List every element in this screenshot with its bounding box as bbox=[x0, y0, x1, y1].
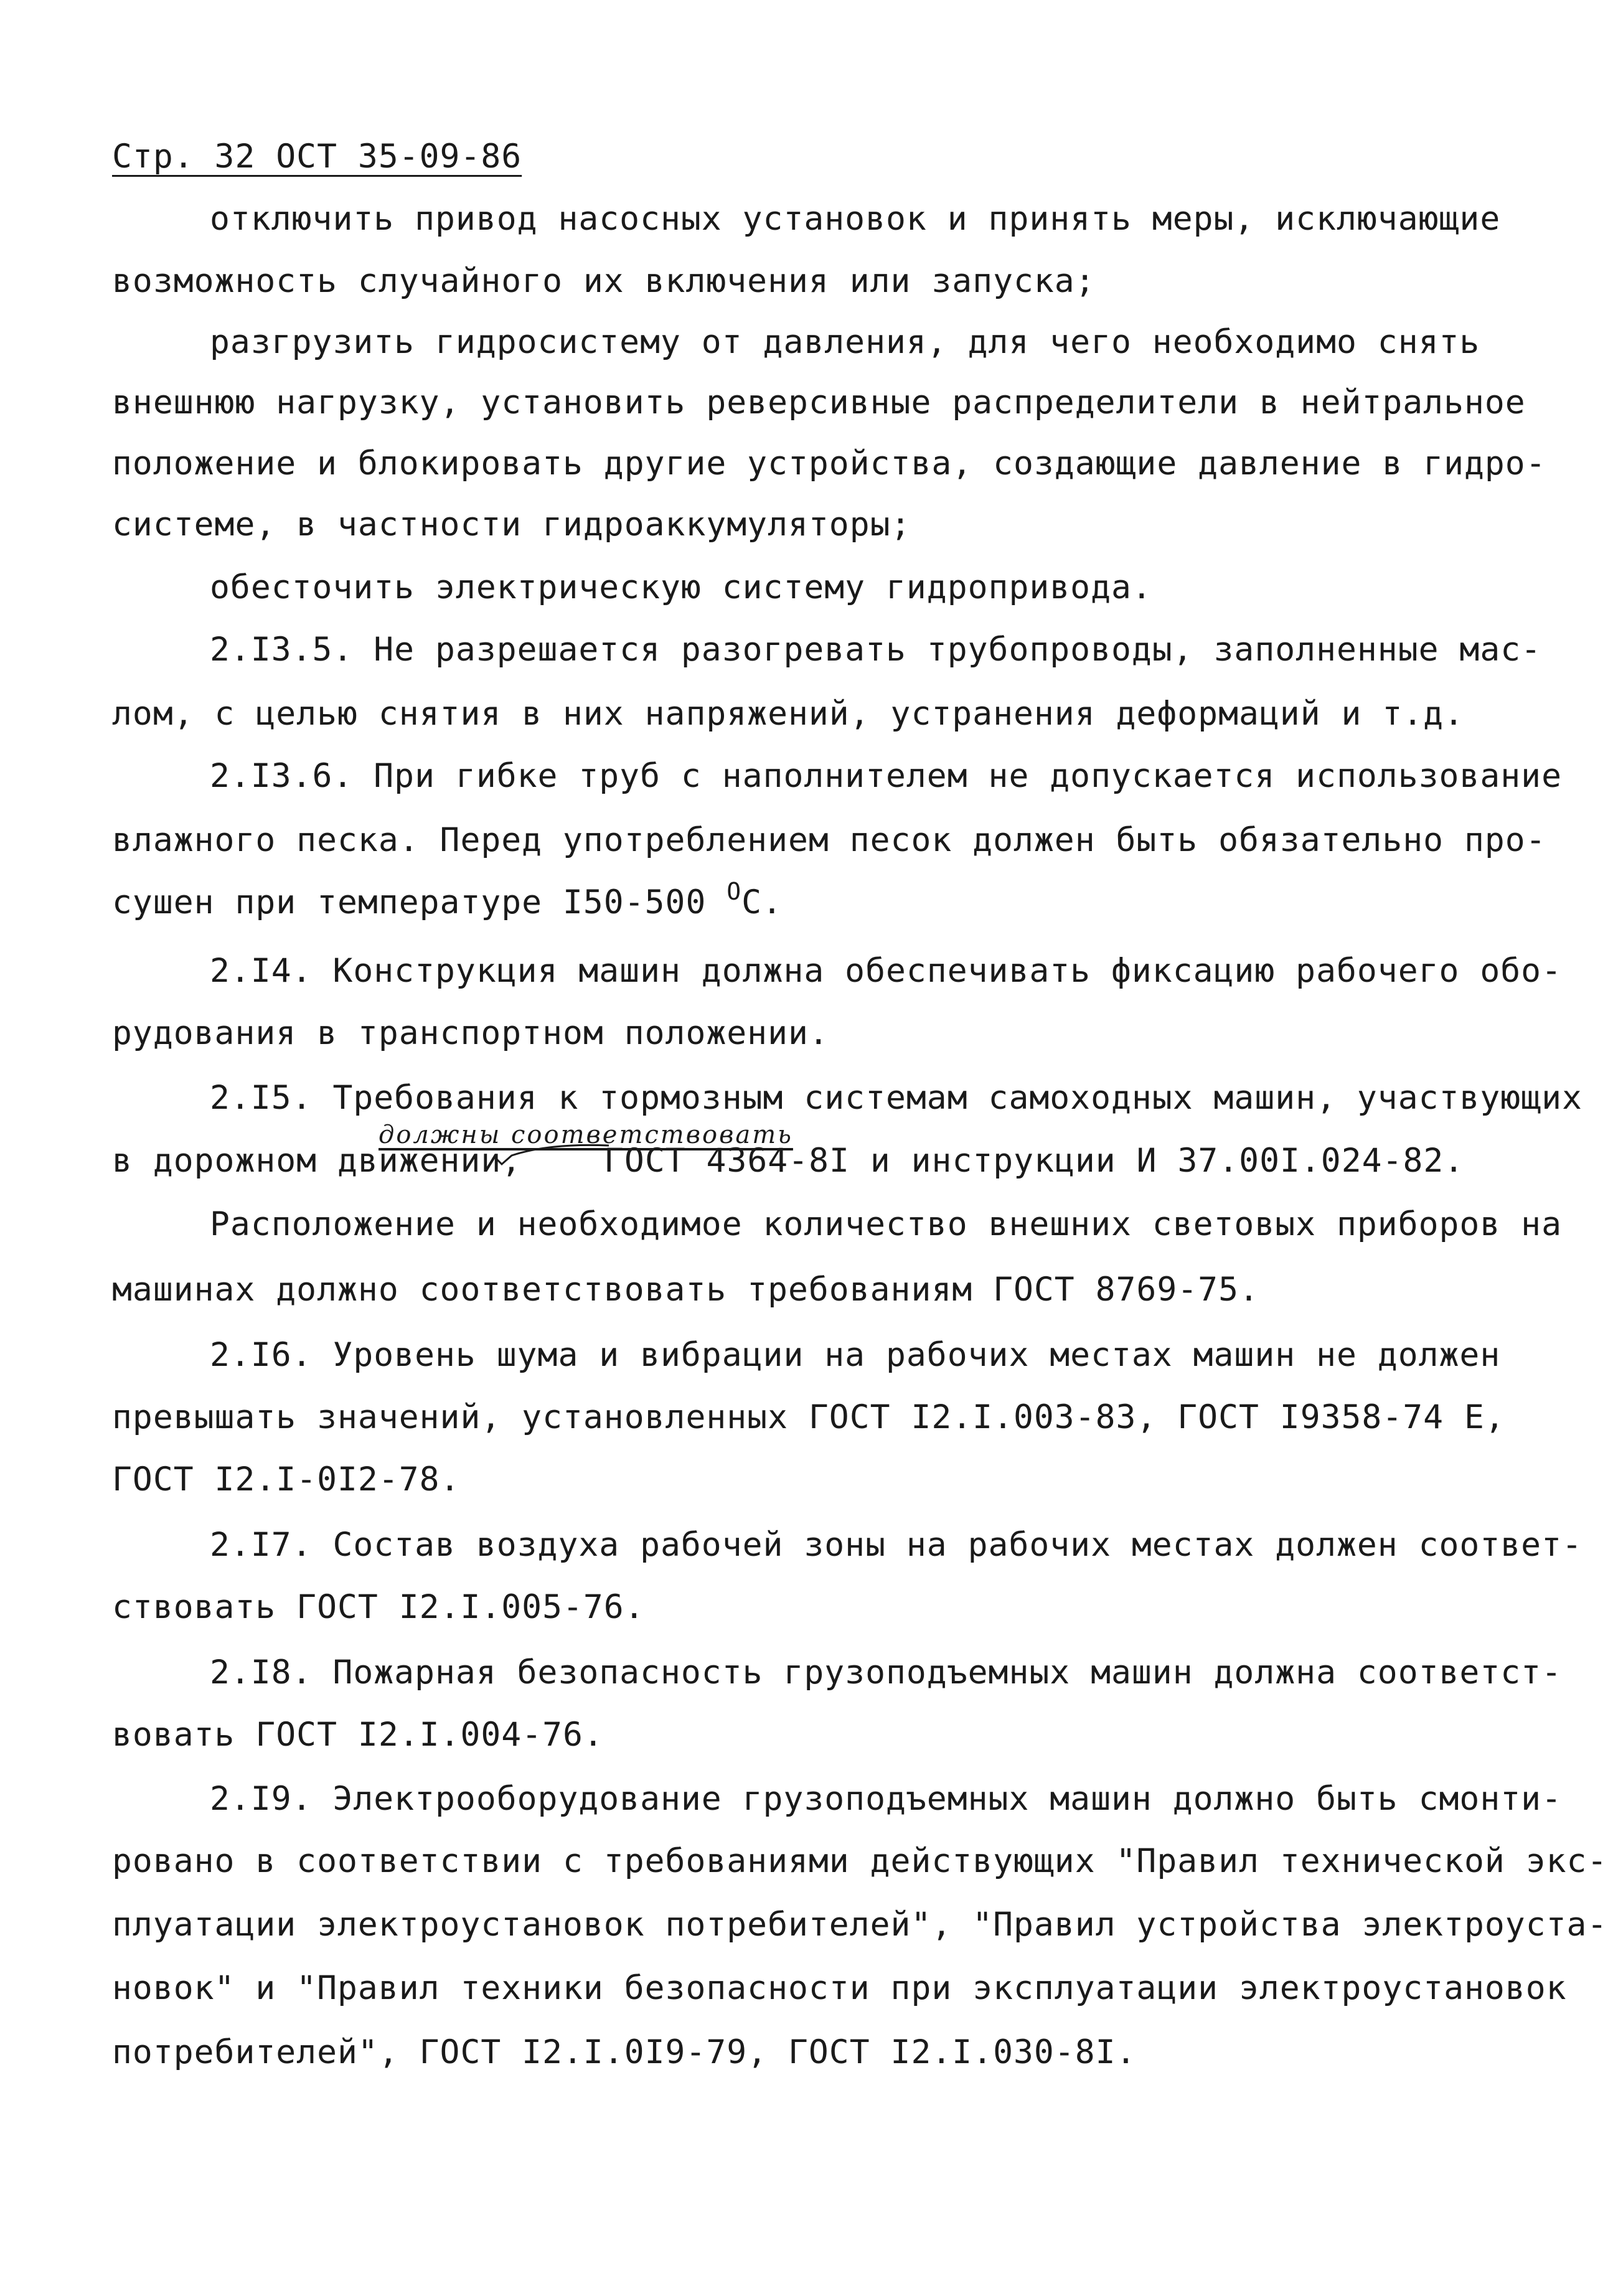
text-line: разгрузить гидросистему от давления, для чего необходимо снять bbox=[210, 323, 1480, 361]
text-line: рудования в транспортном положении. bbox=[112, 1014, 829, 1052]
handwritten-insertion: должны соответствовать bbox=[379, 1121, 793, 1149]
text-line: Расположение и необходимое количество внешних световых приборов на bbox=[210, 1205, 1562, 1243]
temperature-unit: С. bbox=[741, 883, 783, 921]
degree-superscript: О bbox=[727, 878, 742, 905]
text-line: обесточить электрическую систему гидропривода. bbox=[210, 568, 1152, 606]
text-line: лом, с целью снятия в них напряжений, устранения деформаций и т.д. bbox=[112, 695, 1464, 733]
text-line: превышать значений, установленных ГОСТ I2.I.003-83, ГОСТ I9358-74 Е, bbox=[112, 1398, 1505, 1436]
text-line: 2.I3.5. Не разрешается разогревать трубопроводы, заполненные мас- bbox=[210, 631, 1542, 669]
text-line: новок" и "Правил техники безопасности при эксплуатации электроустановок bbox=[112, 1969, 1567, 2007]
text-line: 2.I8. Пожарная безопасность грузоподъемных машин должна соответст- bbox=[210, 1654, 1562, 1691]
text-line: 2.I6. Уровень шума и вибрации на рабочих местах машин не должен bbox=[210, 1336, 1501, 1374]
text-line: возможность случайного их включения или запуска; bbox=[112, 262, 1096, 300]
text-line: в дорожном движении, bbox=[112, 1142, 522, 1180]
text-line: вовать ГОСТ I2.I.004-76. bbox=[112, 1716, 604, 1754]
text-line: машинах должно соответствовать требованиям ГОСТ 8769-75. bbox=[112, 1271, 1259, 1309]
text-line: 2.I3.6. При гибке труб с наполнителем не допускается использование bbox=[210, 757, 1562, 795]
text-segment: сушен при температуре I50-500 bbox=[112, 883, 727, 921]
text-line: отключить привод насосных установок и принять меры, исключающие bbox=[210, 200, 1501, 238]
text-line: ровано в соответствии с требованиями действующих "Правил технической экс- bbox=[112, 1842, 1608, 1880]
text-line: ГОСТ 4364-8I и инструкции И 37.00I.024-82. bbox=[604, 1142, 1465, 1180]
page-header: Стр. 32 ОСТ 35-09-86 bbox=[112, 138, 522, 176]
text-line: положение и блокировать другие устройства, создающие давление в гидро- bbox=[112, 445, 1546, 482]
text-line: ГОСТ I2.I-0I2-78. bbox=[112, 1461, 461, 1499]
text-line: внешнюю нагрузку, установить реверсивные распределители в нейтральное bbox=[112, 383, 1526, 421]
text-line: 2.I7. Состав воздуха рабочей зоны на рабочих местах должен соответ- bbox=[210, 1526, 1582, 1564]
text-line: 2.I4. Конструкция машин должна обеспечивать фиксацию рабочего обо- bbox=[210, 952, 1562, 990]
text-line: системе, в частности гидроаккумуляторы; bbox=[112, 506, 911, 543]
text-line: 2.I5. Требования к тормозным системам самоходных машин, участвующих bbox=[210, 1079, 1582, 1117]
text-line: влажного песка. Перед употреблением песок должен быть обязательно про- bbox=[112, 821, 1546, 859]
text-line: потребителей", ГОСТ I2.I.0I9-79, ГОСТ I2.I.030-8I. bbox=[112, 2033, 1137, 2071]
text-line: 2.I9. Электрооборудование грузоподъемных машин должно быть смонти- bbox=[210, 1780, 1562, 1818]
text-line: плуатации электроустановок потребителей", "Правил устройства электроуста- bbox=[112, 1906, 1608, 1944]
text-line: ствовать ГОСТ I2.I.005-76. bbox=[112, 1588, 645, 1626]
text-line bbox=[112, 878, 783, 921]
